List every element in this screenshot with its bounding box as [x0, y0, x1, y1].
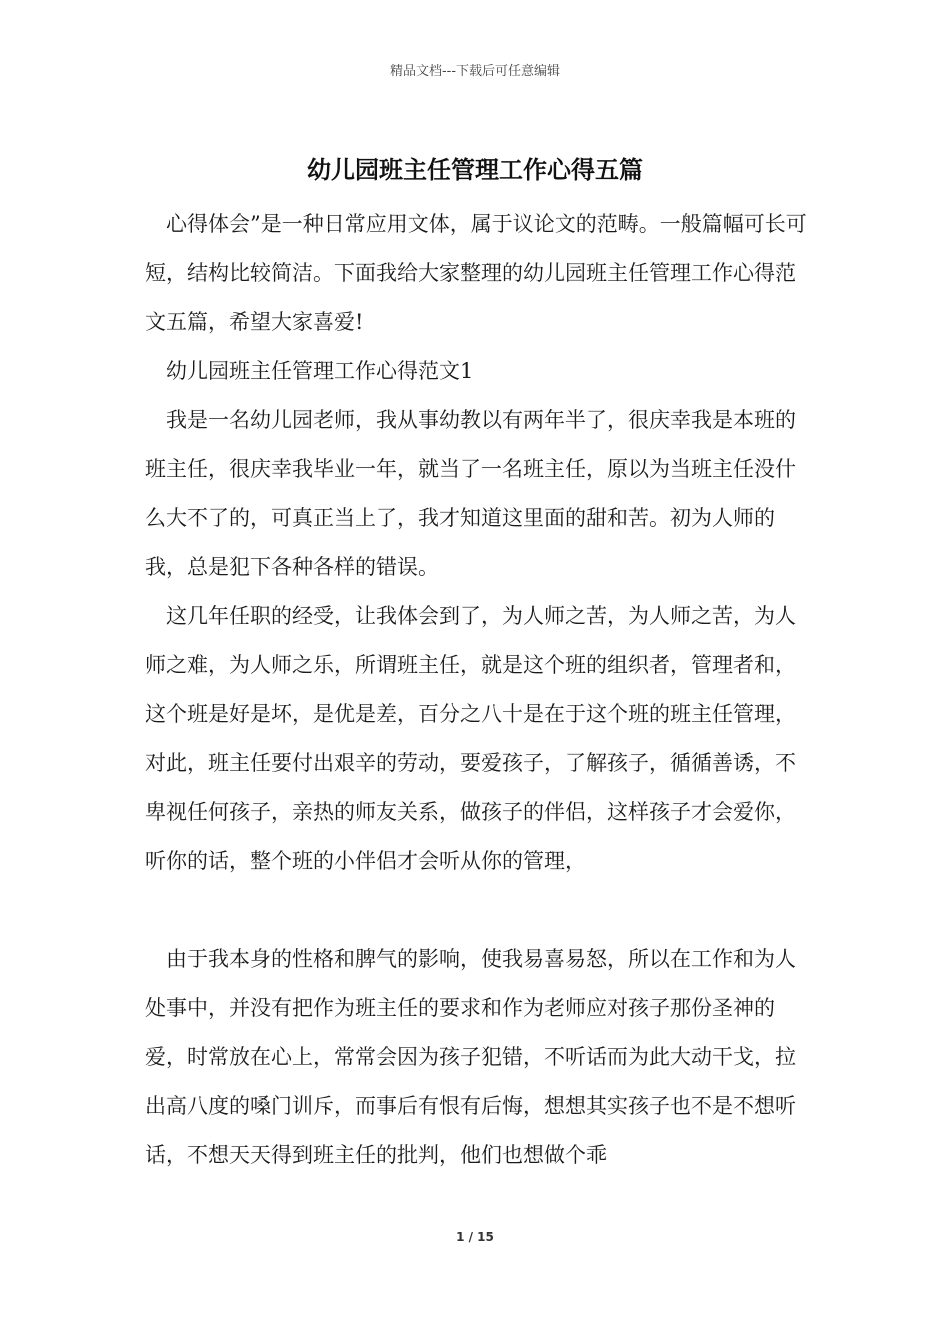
document-title: 幼儿园班主任管理工作心得五篇: [307, 156, 643, 184]
paragraph-intro: 心得体会”是一种日常应用文体，属于议论文的范畴。一般篇幅可长可短，结构比较简洁。下面我给大家整理的幼儿园班主任管理工作心得范文五篇，希望大家喜爱!: [145, 212, 807, 334]
page-number: 1 / 15: [456, 1230, 494, 1244]
body-text-block: [145, 935, 815, 1180]
section-heading: 幼儿园班主任管理工作心得范文1: [166, 359, 474, 383]
page-header: 精品文档---下载后可任意编辑: [389, 64, 561, 79]
paragraph: 这几年任职的经受，让我体会到了，为人师之苦，为人师之苦，为人师之难，为人师之乐，所谓班主任，就是这个班的组织者，管理者和，这个班是好是坏，是优是差，百分之八十是在于这个班的班主任管理，对此，班主任要付出艰辛的劳动，要爱孩子，了解孩子，循循善诱，不卑视任何孩子，亲热的师友关系，做孩子的伴侣，这样孩子才会爱你，听你的话，整个班的小伴侣才会听从你的管理，: [145, 604, 796, 873]
paragraph: 由于我本身的性格和脾气的影响，使我易喜易怒，所以在工作和为人处事中，并没有把作为班主任的要求和作为老师应对孩子那份圣神的爱，时常放在心上，常常会因为孩子犯错，不听话而为此大动干戈，拉出高八度的嗓门训斥，而事后有恨有后悔，想想其实孩子也不是不想听话，不想天天得到班主任的批判，他们也想做个乖: [145, 947, 796, 1167]
body-text-block: [145, 200, 815, 886]
paragraph: 我是一名幼儿园老师，我从事幼教以有两年半了，很庆幸我是本班的班主任，很庆幸我毕业一年，就当了一名班主任，原以为当班主任没什么大不了的，可真正当上了，我才知道这里面的甜和苦。初为人师的我，总是犯下各种各样的错误。: [145, 408, 796, 579]
